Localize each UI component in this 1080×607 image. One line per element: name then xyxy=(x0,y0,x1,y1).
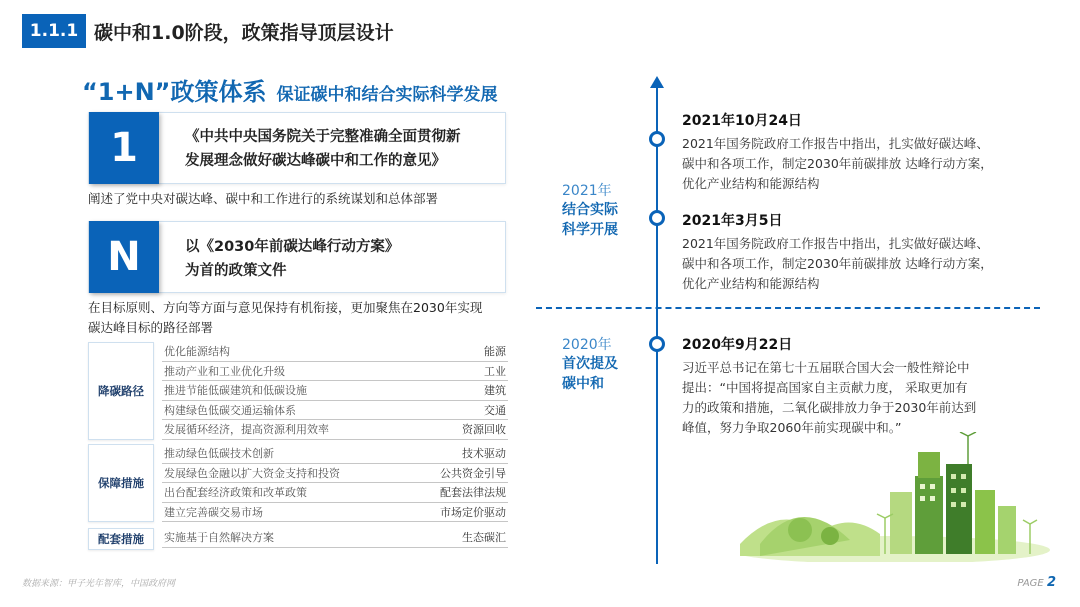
measure-text: 推动绿色低碳技术创新 xyxy=(164,447,274,461)
measure-tag: 工业 xyxy=(484,364,506,378)
measure-tag: 公共资金引导 xyxy=(440,466,506,480)
measure-row xyxy=(162,503,508,523)
event-line: 优化产业结构和能源结构 xyxy=(682,276,820,291)
event-line: 峰值，努力争取2060年前实现碳中和。” xyxy=(682,420,902,435)
measure-tag: 建筑 xyxy=(484,384,506,398)
era-label: 首次提及 xyxy=(562,356,618,372)
event-date: 2020年9月22日 xyxy=(682,337,793,353)
page-num: 2 xyxy=(1046,575,1056,590)
policy-1-card xyxy=(88,112,506,184)
measure-category: 配套措施 xyxy=(88,528,154,550)
event-date: 2021年10月24日 xyxy=(682,113,802,129)
policy-1-title-line: 发展理念做好碳达峰碳中和工作的意见》 xyxy=(185,153,446,169)
policy-n-title-line: 为首的政策文件 xyxy=(185,263,287,279)
measure-tag: 能源 xyxy=(484,345,506,359)
page-number xyxy=(1017,575,1056,590)
measure-row xyxy=(162,362,508,382)
timeline-event xyxy=(682,210,1022,294)
timeline-event xyxy=(682,110,1022,194)
policy-n-number: N xyxy=(89,221,159,293)
measure-text: 推动产业和工业优化升级 xyxy=(164,364,285,378)
policy-1-title xyxy=(185,125,461,173)
event-line: 2021年国务院政府工作报告中指出，扎实做好碳达峰、 xyxy=(682,136,989,151)
event-body xyxy=(682,234,1022,294)
data-source: 数据来源：甲子光年智库，中国政府网 xyxy=(22,579,176,589)
measure-row xyxy=(162,342,508,362)
policy-n-description-line: 在目标原则、方向等方面与意见保持有机衔接，更加聚焦在2030年实现 xyxy=(88,300,483,315)
measure-text: 发展绿色金融以扩大资金支持和投资 xyxy=(164,466,340,480)
event-line: 力的政策和措施，二氧化碳排放力争于2030年前达到 xyxy=(682,400,977,415)
measure-text: 实施基于自然解决方案 xyxy=(164,531,274,545)
event-body xyxy=(682,358,1022,438)
timeline-axis xyxy=(656,86,658,564)
measure-category: 降碳路径 xyxy=(88,342,154,440)
policy-1-description: 阐述了党中央对碳达峰、碳中和工作进行的系统谋划和总体部署 xyxy=(88,191,439,206)
measure-row xyxy=(162,483,508,503)
era-year: 2020年 xyxy=(562,337,612,353)
event-line: 优化产业结构和能源结构 xyxy=(682,176,820,191)
policy-1-title-line: 《中共中央国务院关于完整准确全面贯彻新 xyxy=(185,129,461,145)
measure-text: 构建绿色低碳交通运输体系 xyxy=(164,403,296,417)
headline-main: “1+N”政策体系 xyxy=(82,78,267,106)
timeline-dot-icon xyxy=(649,336,665,352)
green-city-illustration xyxy=(740,432,1052,562)
event-line: 2021年国务院政府工作报告中指出，扎实做好碳达峰、 xyxy=(682,236,989,251)
measure-tag: 市场定价驱动 xyxy=(440,505,506,519)
measure-row xyxy=(162,528,508,548)
policy-n-title xyxy=(185,235,399,283)
policy-n-card xyxy=(88,221,506,293)
measure-row xyxy=(162,401,508,421)
measure-text: 发展循环经济，提高资源利用效率 xyxy=(164,423,329,437)
measure-tag: 配套法律法规 xyxy=(440,486,506,500)
headline-sub: 保证碳中和结合实际科学发展 xyxy=(276,85,498,105)
measure-category: 保障措施 xyxy=(88,444,154,522)
measure-group-safeguards xyxy=(88,444,508,522)
event-line: 碳中和各项工作，制定2030年前碳排放 达峰行动方案， xyxy=(682,156,993,171)
page-title: 碳中和1.0阶段，政策指导顶层设计 xyxy=(94,22,394,44)
era-2021 xyxy=(562,180,618,240)
measure-tag: 技术驱动 xyxy=(462,447,506,461)
event-line: 提出：“中国将提高国家自主贡献力度， 采取更加有 xyxy=(682,380,968,395)
measure-row xyxy=(162,381,508,401)
measure-row xyxy=(162,464,508,484)
era-2020 xyxy=(562,334,618,394)
era-label: 科学开展 xyxy=(562,222,618,238)
timeline-dot-icon xyxy=(649,131,665,147)
measure-text: 优化能源结构 xyxy=(164,345,230,359)
timeline-dot-icon xyxy=(649,210,665,226)
measure-tag: 生态碳汇 xyxy=(462,531,506,545)
measure-tag: 资源回收 xyxy=(462,423,506,437)
event-date: 2021年3月5日 xyxy=(682,213,783,229)
measure-text: 出台配套经济政策和改革政策 xyxy=(164,486,307,500)
measure-row xyxy=(162,420,508,440)
era-year: 2021年 xyxy=(562,183,612,199)
era-label: 碳中和 xyxy=(562,376,604,392)
measure-row xyxy=(162,444,508,464)
headline xyxy=(82,72,497,107)
era-label: 结合实际 xyxy=(562,202,618,218)
policy-1-number: 1 xyxy=(89,112,159,184)
measure-tag: 交通 xyxy=(484,403,506,417)
event-line: 习近平总书记在第七十五届联合国大会一般性辩论中 xyxy=(682,360,970,375)
policy-n-title-line: 以《2030年前碳达峰行动方案》 xyxy=(185,239,400,255)
measure-text: 建立完善碳交易市场 xyxy=(164,505,263,519)
timeline-divider xyxy=(536,307,1040,309)
measure-group-carbon-reduction xyxy=(88,342,508,440)
event-body xyxy=(682,134,1022,194)
section-number-badge: 1.1.1 xyxy=(22,14,86,48)
event-line: 碳中和各项工作，制定2030年前碳排放 达峰行动方案， xyxy=(682,256,993,271)
policy-n-description-line: 碳达峰目标的路径部署 xyxy=(88,320,214,335)
measure-text: 推进节能低碳建筑和低碳设施 xyxy=(164,384,307,398)
policy-n-description xyxy=(88,298,482,338)
timeline-event xyxy=(682,334,1022,438)
page-label: PAGE xyxy=(1017,578,1044,589)
measure-group-supporting xyxy=(88,528,508,550)
